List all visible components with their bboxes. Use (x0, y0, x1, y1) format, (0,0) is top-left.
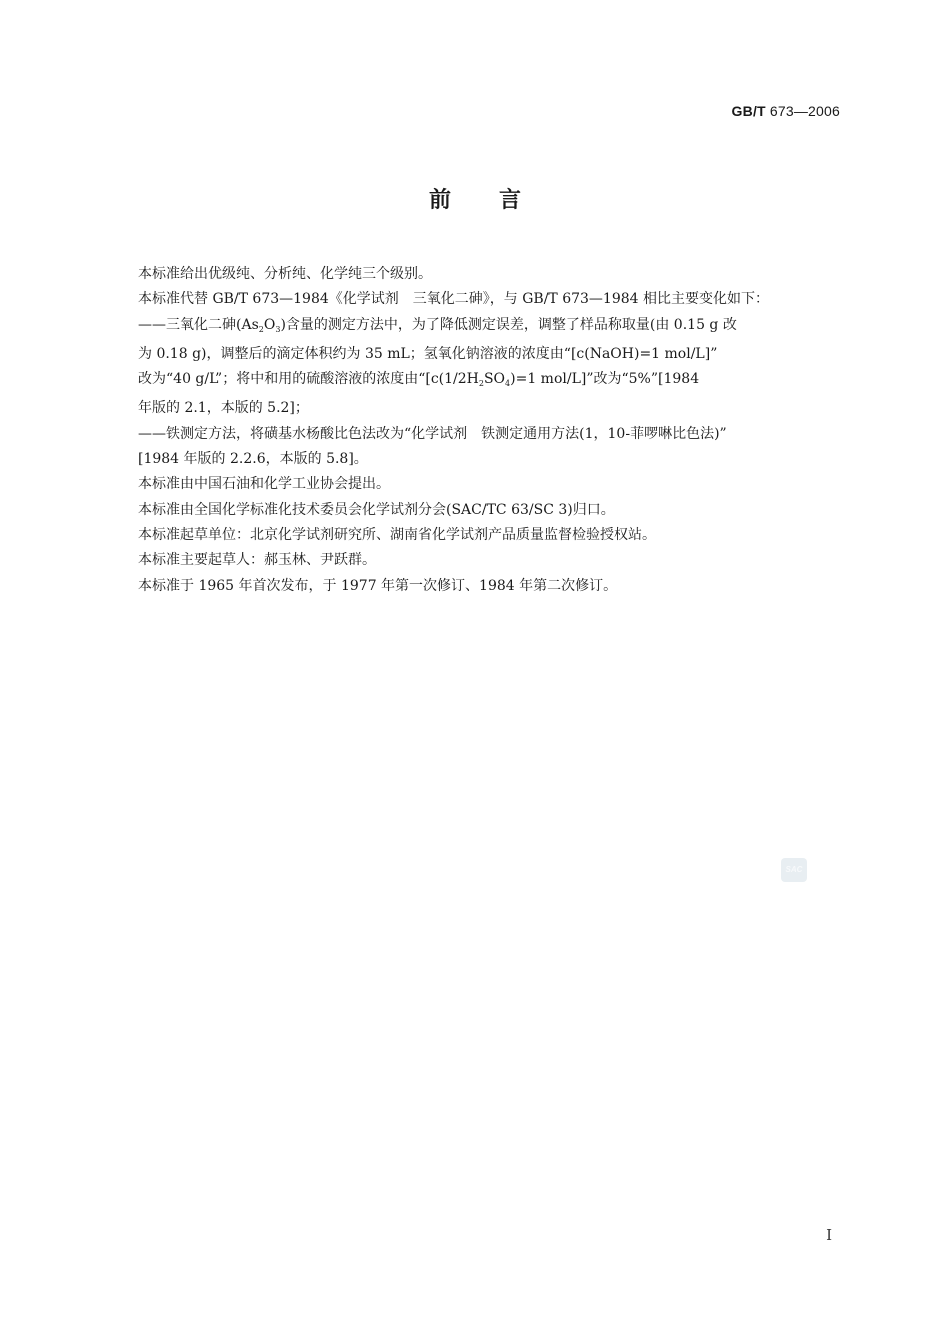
subscript: 2 (478, 379, 484, 389)
change-item-iron-line-2: [1984 年版的 2.2.6，本版的 5.8]。 (138, 451, 368, 468)
subscript: 4 (505, 379, 511, 389)
paragraph-replaces: 本标准代替 GB/T 673—1984《化学试剂 三氧化二砷》，与 GB/T 673—1984 相比主要变化如下： (138, 291, 770, 308)
standard-number: 673—2006 (765, 103, 840, 119)
change-item-iron (138, 422, 844, 473)
change-item-iron-line-1: ——铁测定方法，将磺基水杨酸比色法改为“化学试剂 铁测定通用方法(1，10-菲啰啉比色法)” (138, 425, 727, 442)
change-item-arsenic-line-3 (138, 367, 844, 396)
text-segment: 改为“40 g/L”；将中和用的硫酸溶液的浓度由“[c(1/2H (138, 371, 479, 388)
standard-code (732, 103, 840, 119)
change-item-arsenic-line-4: 年版的 2.1，本版的 5.2]； (138, 400, 309, 417)
document-body (138, 262, 844, 599)
change-item-arsenic (138, 313, 844, 422)
page-number: I (826, 1226, 832, 1244)
text-segment: ——三氧化二砷(As (138, 316, 259, 333)
text-segment: SO (483, 371, 506, 388)
text-segment: )=1 mol/L]”改为“5%”[1984 (510, 371, 700, 388)
subscript: 3 (275, 324, 281, 334)
paragraph-committee: 本标准由全国化学标准化技术委员会化学试剂分会(SAC/TC 63/SC 3)归口。 (138, 501, 615, 518)
standard-prefix: GB/T (731, 103, 766, 119)
paragraph-proposer: 本标准由中国石油和化学工业协会提出。 (138, 476, 390, 493)
page-title: 前言 (428, 188, 569, 213)
change-item-arsenic-line-1 (138, 313, 844, 342)
subscript: 2 (258, 324, 264, 334)
paragraph-history: 本标准于 1965 年首次发布，于 1977 年第一次修订、1984 年第二次修订。 (138, 577, 618, 594)
text-segment: O (263, 316, 276, 333)
sac-watermark-logo: SAC (781, 858, 807, 882)
text-segment: )含量的测定方法中，为了降低测定误差，调整了样品称取量(由 0.15 g 改 (280, 316, 737, 333)
paragraph-drafting-units: 本标准起草单位：北京化学试剂研究所、湖南省化学试剂产品质量监督检验授权站。 (138, 526, 656, 543)
paragraph-grades: 本标准给出优级纯、分析纯、化学纯三个级别。 (138, 266, 432, 282)
paragraph-drafters: 本标准主要起草人：郝玉林、尹跃群。 (138, 552, 376, 569)
change-item-arsenic-line-2: 为 0.18 g)，调整后的滴定体积约为 35 mL；氢氧化钠溶液的浓度由“[c(NaOH)=1 mol/L]” (138, 345, 718, 362)
